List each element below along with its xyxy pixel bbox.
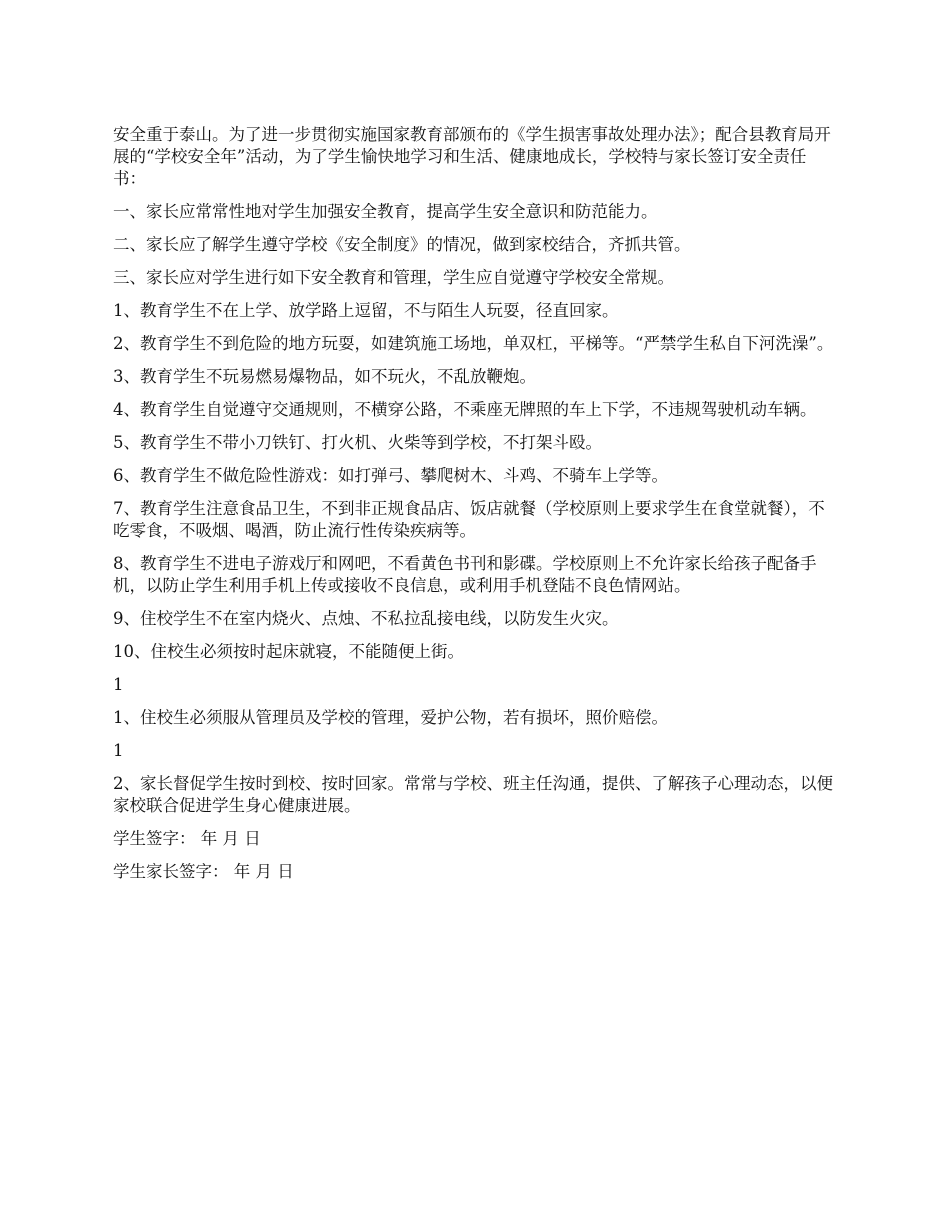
parent-signature-line: 学生家长签字： 年 月 日 xyxy=(113,862,294,881)
page-number-marker: 1 xyxy=(113,741,124,760)
item-4: 4、教育学生自觉遵守交通规则，不横穿公路，不乘座无牌照的车上下学，不违规驾驶机动车辆。 xyxy=(113,400,817,419)
item-8: 8、教育学生不进电子游戏厅和网吧，不看黄色书刊和影碟。学校原则上不允许家长给孩子配备手机，以防止学生利用手机上传或接收不良信息，或利用手机登陆不良色情网站。 xyxy=(113,554,817,595)
item-2: 2、教育学生不到危险的地方玩耍，如建筑施工场地，单双杠，平梯等。“严禁学生私自下河洗澡”。 xyxy=(113,334,834,353)
item-5: 5、教育学生不带小刀铁钉、打火机、火柴等到学校，不打架斗殴。 xyxy=(113,433,602,452)
item-3: 3、教育学生不玩易燃易爆物品，如不玩火，不乱放鞭炮。 xyxy=(113,367,536,386)
item-7: 7、教育学生注意食品卫生，不到非正规食品店、饭店就餐（学校原则上要求学生在食堂就餐），不吃零食，不吸烟、喝酒，防止流行性传染疾病等。 xyxy=(113,499,825,540)
item-dorm-1: 1、住校生必须服从管理员及学校的管理，爱护公物，若有损坏，照价赔偿。 xyxy=(113,708,668,727)
document-body xyxy=(113,124,837,894)
item-parent-2: 2、家长督促学生按时到校、按时回家。常常与学校、班主任沟通，提供、了解孩子心理动态，以便家校联合促进学生身心健康进展。 xyxy=(113,774,833,815)
item-9: 9、住校学生不在室内烧火、点烛、不私拉乱接电线，以防发生火灾。 xyxy=(113,609,619,628)
item-10: 10、住校生必须按时起床就寝，不能随便上街。 xyxy=(113,642,464,661)
intro-paragraph: 安全重于泰山。为了进一步贯彻实施国家教育部颁布的《学生损害事故处理办法》；配合县教育局开展的“学校安全年”活动，为了学生愉快地学习和生活、健康地成长，学校特与家长签订安全责任书： xyxy=(113,125,831,188)
clause-three: 三、家长应对学生进行如下安全教育和管理，学生应自觉遵守学校安全常规。 xyxy=(113,268,674,287)
page-number-marker: 1 xyxy=(113,675,124,694)
student-signature-line: 学生签字： 年 月 日 xyxy=(113,829,261,848)
clause-one: 一、家长应常常性地对学生加强安全教育，提高学生安全意识和防范能力。 xyxy=(113,202,658,221)
clause-two: 二、家长应了解学生遵守学校《安全制度》的情况，做到家校结合，齐抓共管。 xyxy=(113,235,691,254)
item-1: 1、教育学生不在上学、放学路上逗留，不与陌生人玩耍，径直回家。 xyxy=(113,301,619,320)
item-6: 6、教育学生不做危险性游戏：如打弹弓、攀爬树木、斗鸡、不骑车上学等。 xyxy=(113,466,668,485)
